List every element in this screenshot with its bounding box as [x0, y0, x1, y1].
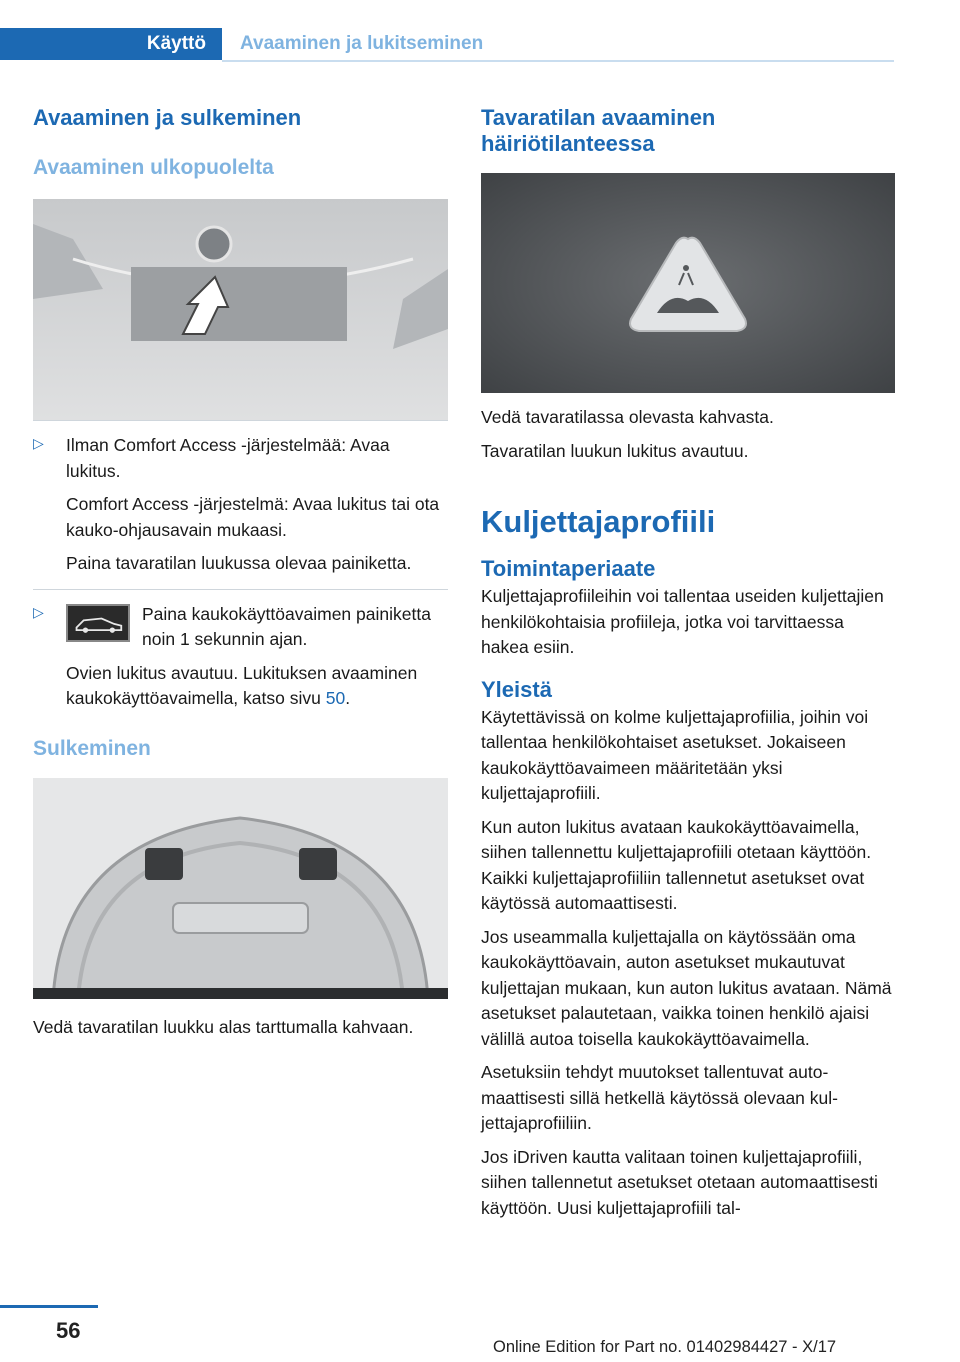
- header-rule: [222, 60, 894, 62]
- page-reference-link[interactable]: 50: [325, 688, 346, 708]
- triangle-bullet-icon: ▷: [33, 435, 44, 451]
- principle-text: Kuljettajaprofiileihin voi tallentaa useiden kuljettajien henkilökohtaisia profiileja, jotka voi tarvittaessa hakea esiin.: [481, 586, 884, 657]
- chapter-tab[interactable]: Käyttö: [0, 28, 222, 60]
- subheading-closing: Sulkeminen: [33, 736, 151, 760]
- footer-rule: [0, 1305, 98, 1308]
- bullet1-line3: Paina tavaratilan luukussa olevaa painiketta.: [66, 553, 412, 573]
- section-tab[interactable]: Avaaminen ja lukitseminen: [240, 33, 484, 54]
- closing-text: Vedä tavaratilan luukku alas tarttumalla kahvaan.: [33, 1016, 414, 1037]
- license-plate-area: [131, 267, 347, 341]
- edition-note: Online Edition for Part no. 01402984427 - X/17: [493, 1338, 837, 1356]
- right-column: [481, 100, 895, 1221]
- trunk-handle: [173, 903, 308, 933]
- subheading-open-from-outside: Avaaminen ulkopuolelta: [33, 156, 274, 179]
- emergency-handle-figure: [481, 173, 895, 393]
- general-paragraph-2: Kun auton lukitus avataan kaukokäyttöavaimella, siihen tallennettu kuljettajaprofiili otetaan käyttöön. Kaikki kuljettajaprofiiliin tallennetut asetukset ovat käytössä automaattisesti.: [481, 816, 872, 913]
- bullet-item-remote: [33, 602, 448, 712]
- bullet-item-unlock: [33, 433, 448, 577]
- emergency-text-2: Tavaratilan luukun lukitus avautuu.: [481, 440, 749, 461]
- left-column: [33, 100, 448, 1040]
- hinge-cover-right: [299, 848, 337, 880]
- trunk-interior-figure: [33, 778, 448, 999]
- heading-general: Yleistä: [481, 676, 552, 702]
- bullet2-text: Paina kaukokäyttöavaimen painiketta noin 1 sekunnin ajan.: [142, 603, 431, 649]
- bullet1-line1: Ilman Comfort Access -järjestelmää: Avaa lukitus.: [66, 435, 390, 481]
- general-paragraph-3: Jos useammalla kuljettajalla on käytössään oma kaukokäyttöavain, auton asetukset mukautuvat kuljettajan mukaan, kun auton lukitus avataan. Nämä asetukset palautetaan, vaikka toinen henkilö ajaisi välillä autoa toisella kaukokäyttöavaimella.: [481, 926, 892, 1049]
- heading-principle: Toimintaperiaate: [481, 556, 656, 581]
- logo-emblem-icon: [197, 227, 231, 261]
- bullet1-line2: Comfort Access -järjestelmä: Avaa lukitus tai ota kauko-ohjausavain mukaasi.: [66, 494, 440, 540]
- car-trunk-key-icon: [66, 604, 130, 642]
- page-number: 56: [56, 1318, 81, 1343]
- triangle-bullet-icon: ▷: [33, 603, 44, 620]
- heading-emergency-open: Tavaratilan avaaminen häiriötilanteessa: [481, 105, 716, 156]
- hinge-cover-left: [145, 848, 183, 880]
- general-paragraph-4: Asetuksiin tehdyt muutokset tallentuvat automaattisesti sillä hetkellä käytössä olevaan kuljettajaprofiiliin.: [481, 1062, 838, 1133]
- page-header: [0, 28, 960, 62]
- trunk-exterior-figure: [33, 199, 448, 420]
- general-paragraph-1: Käytettävissä on kolme kuljettajaprofiilia, joihin voi tallentaa henkilökohtaiset asetukset. Jokaiseen kaukokäyttöavaimeen määritetään yksi kuljettajaprofiili.: [481, 706, 869, 803]
- emergency-text-1: Vedä tavaratilassa olevasta kahvasta.: [481, 407, 774, 427]
- bullet2-follow: Ovien lukitus avautuu. Lukituksen avaaminen kaukokäyttöavaimella, katso sivu 50.: [66, 662, 418, 708]
- title-driver-profile: Kuljettajaprofiili: [481, 504, 716, 539]
- general-paragraph-5: Jos iDriven kautta valitaan toinen kuljettajaprofiili, siihen tallennetut asetukset otetaan automaattisesti käyttöön. Uusi kuljettajaprofiili tal-: [481, 1146, 878, 1218]
- heading-opening-closing: Avaaminen ja sulkeminen: [33, 105, 302, 130]
